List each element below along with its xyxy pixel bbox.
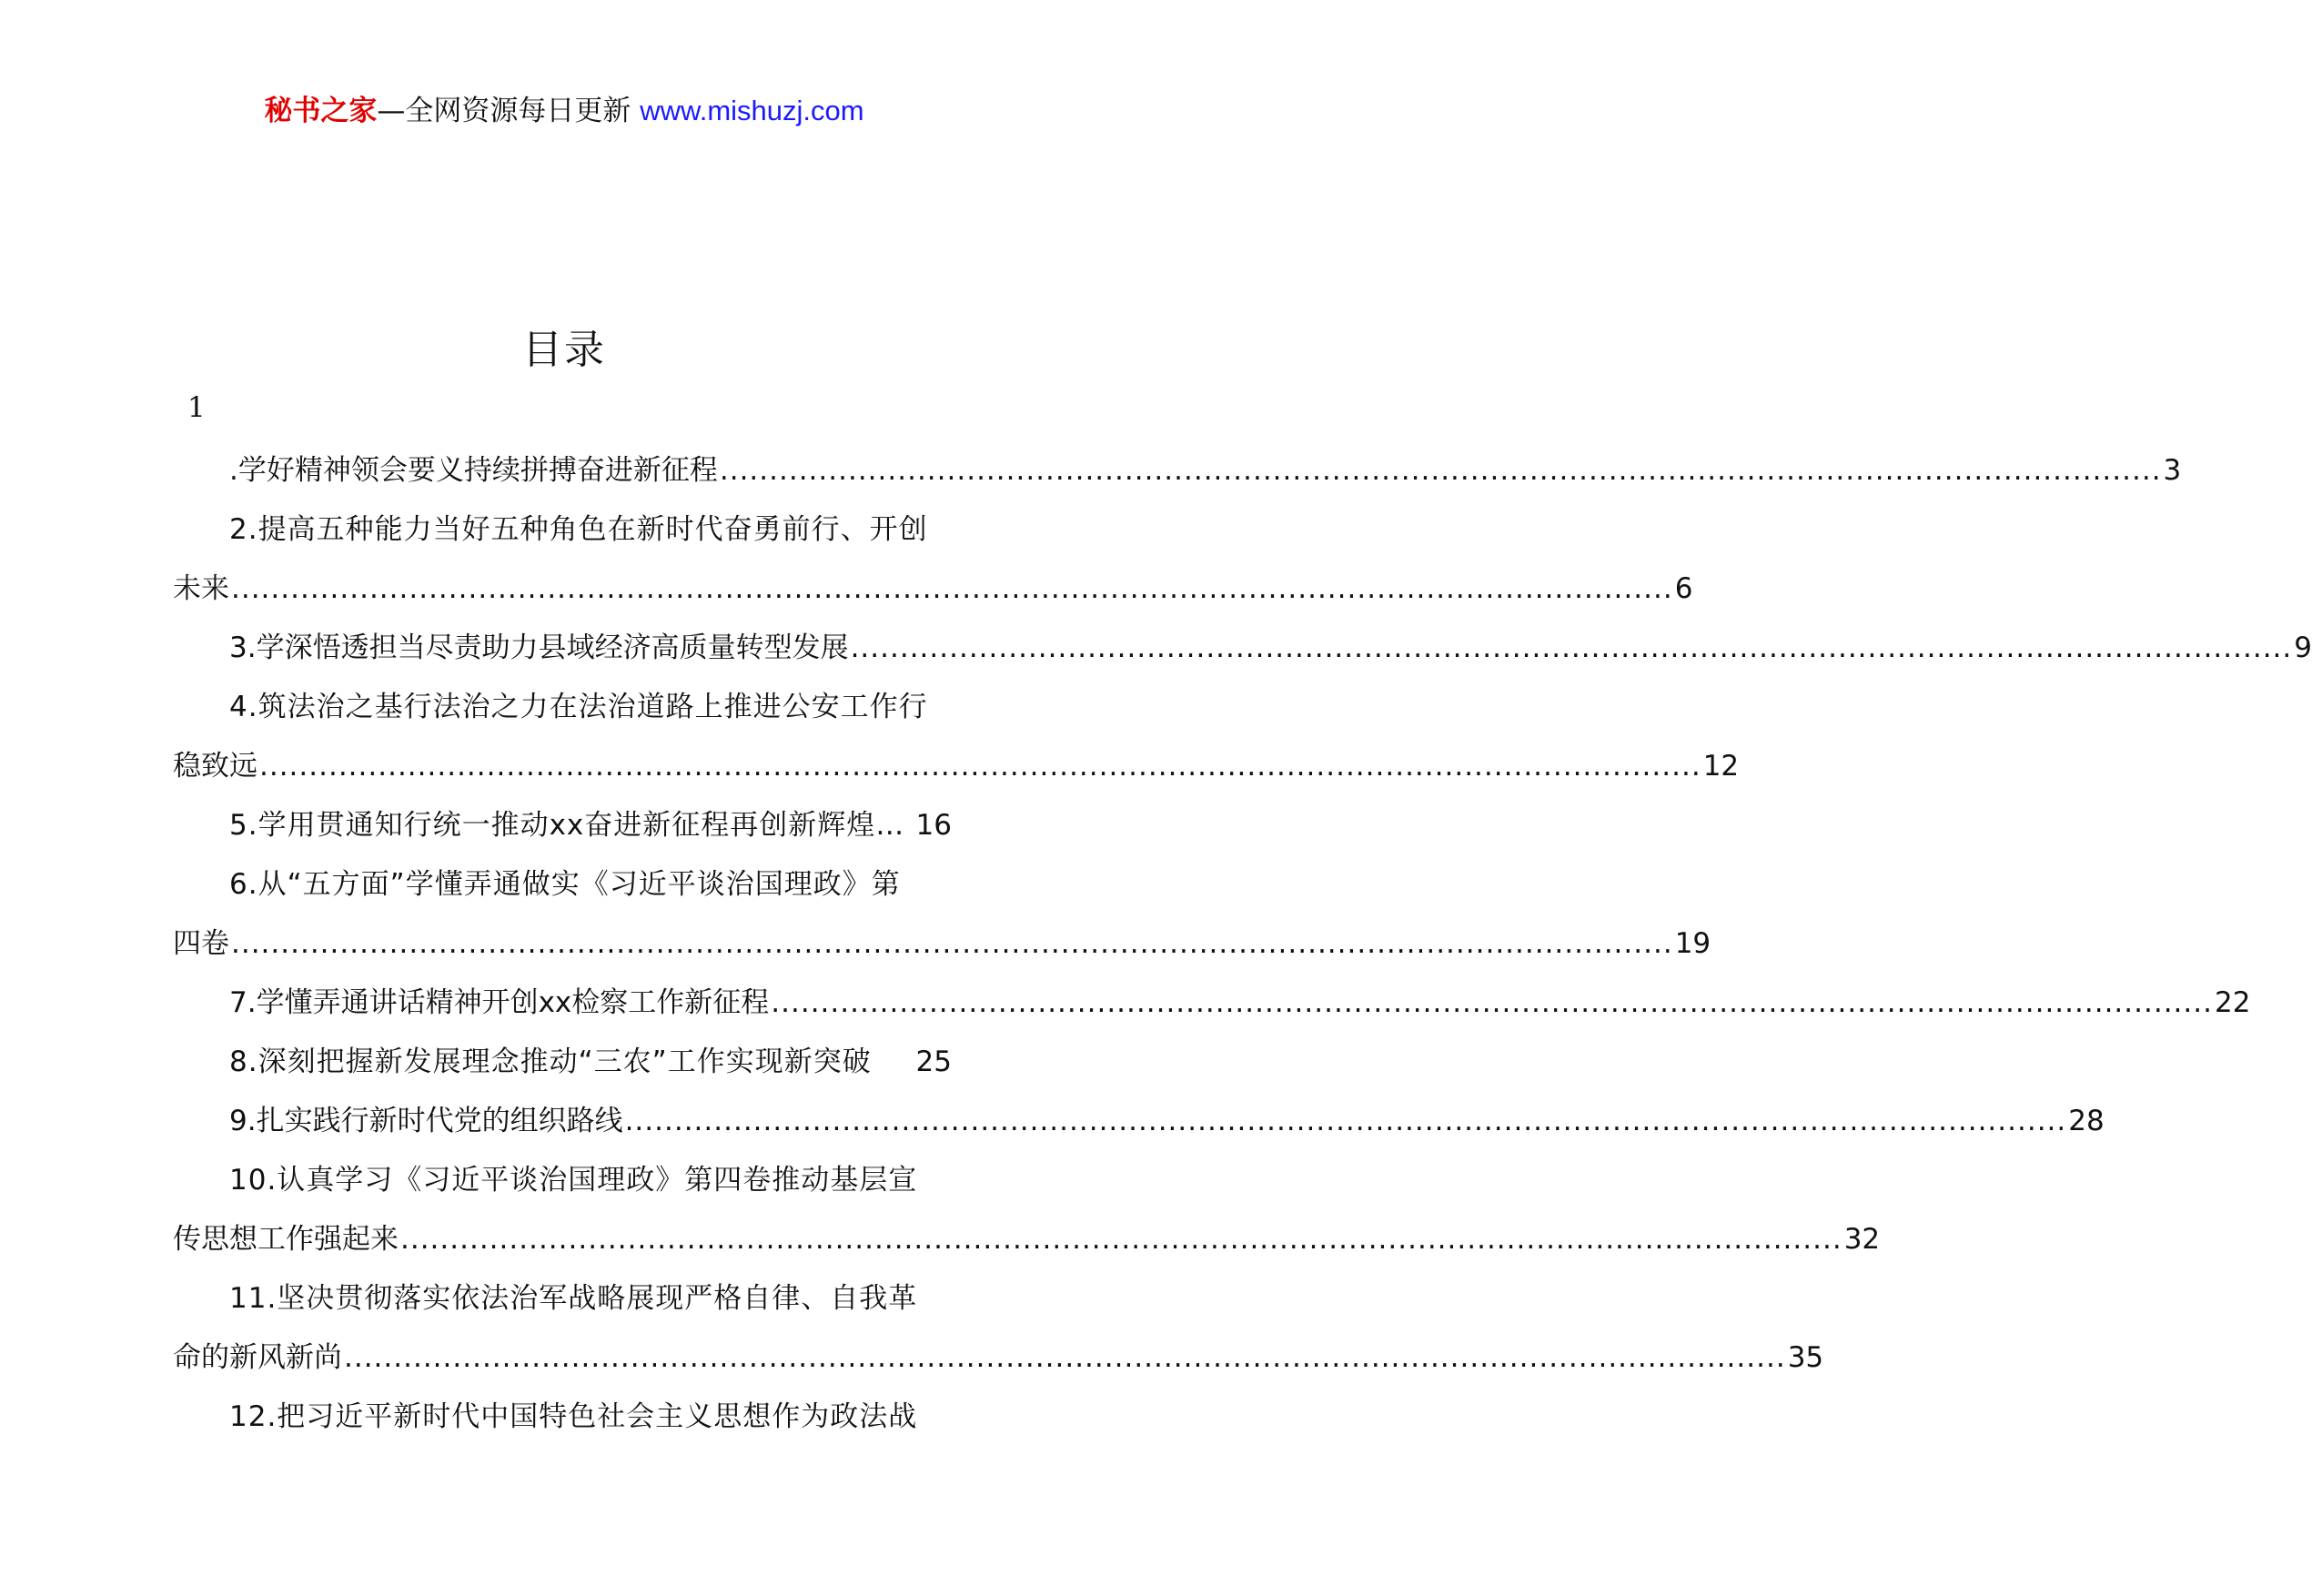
toc-entry-title-continued: 未来 xyxy=(173,572,229,605)
toc-entry-1[interactable] xyxy=(173,441,2182,500)
toc-entry-10[interactable] xyxy=(173,1151,952,1210)
toc-entry-3[interactable] xyxy=(173,619,2312,678)
toc-entry-2[interactable] xyxy=(173,500,952,560)
brand-name: 秘书之家 xyxy=(264,95,378,127)
toc-entry-11-continued[interactable] xyxy=(173,1328,1824,1388)
toc-entry-title: 9.扎实践行新时代党的组织路线 xyxy=(229,1105,623,1137)
toc-leader-dots: .................................................................................................................................................. xyxy=(344,1341,1786,1374)
toc-entry-title: 12.把习近平新时代中国特色社会主义思想作为政法战 xyxy=(229,1400,918,1433)
page-number-marker: 1 xyxy=(187,391,206,424)
toc-entry-title: 7.学懂弄通讲话精神开创xx检察工作新征程 xyxy=(229,986,770,1019)
toc-entry-page: 9 xyxy=(2294,631,2312,664)
toc-entry-11[interactable] xyxy=(173,1269,952,1328)
toc-entry-title-continued: 传思想工作强起来 xyxy=(173,1223,399,1256)
toc-entry-page: 32 xyxy=(1843,1223,1881,1256)
toc-entry-page: 22 xyxy=(2214,986,2251,1019)
table-of-contents xyxy=(173,441,2312,1447)
toc-entry-4-continued[interactable] xyxy=(173,737,1740,796)
toc-entry-page: 3 xyxy=(2163,454,2182,487)
page-title: 目录 xyxy=(522,327,606,373)
toc-entry-page: 16 xyxy=(915,809,952,842)
toc-entry-page: 35 xyxy=(1787,1341,1824,1374)
toc-entry-title: .学好精神领会要义持续拼搏奋进新征程 xyxy=(229,454,718,487)
toc-entry-title: 8.深刻把握新发展理念推动“三农”工作实现新突破 xyxy=(229,1045,872,1078)
site-header xyxy=(0,91,1128,131)
toc-entry-page: 12 xyxy=(1702,750,1740,783)
toc-entry-title: 11.坚决贯彻落实依法治军战略展现严格自律、自我革 xyxy=(229,1282,918,1315)
toc-entry-title-continued: 稳致远 xyxy=(173,750,257,783)
toc-entry-2-continued[interactable] xyxy=(173,560,1693,619)
toc-leader-dots: .................................................................................................................................................. xyxy=(259,750,1701,783)
toc-entry-8[interactable] xyxy=(173,1033,952,1092)
toc-entry-page: 6 xyxy=(1674,572,1693,605)
toc-entry-page: 28 xyxy=(2068,1105,2105,1137)
toc-leader-dots: .................................................................................................................................................. xyxy=(719,454,2162,487)
toc-entry-title: 2.提高五种能力当好五种角色在新时代奋勇前行、开创 xyxy=(229,513,928,546)
toc-entry-page: 25 xyxy=(915,1045,952,1078)
toc-entry-9[interactable] xyxy=(173,1092,2105,1151)
toc-entry-title-continued: 命的新风新尚 xyxy=(173,1341,342,1374)
toc-entry-title: 6.从“五方面”学懂弄通做实《习近平谈治国理政》第 xyxy=(229,868,901,901)
toc-entry-title-continued: 四卷 xyxy=(173,927,229,960)
toc-entry-4[interactable] xyxy=(173,678,952,737)
toc-entry-title: 3.学深悟透担当尽责助力县域经济高质量转型发展 xyxy=(229,631,849,664)
toc-leader-dots: .................................................................................................................................................. xyxy=(400,1223,1843,1256)
toc-entry-title: 10.认真学习《习近平谈治国理政》第四卷推动基层宣 xyxy=(229,1164,918,1197)
toc-leader-dots: .................................................................................................................................................. xyxy=(231,927,1673,960)
header-tagline: —全网资源每日更新 xyxy=(377,95,631,127)
toc-entry-title: 4.筑法治之基行法治之力在法治道路上推进公安工作行 xyxy=(229,691,928,723)
toc-entry-7[interactable] xyxy=(173,974,2251,1033)
toc-leader-dots: .................................................................................................................................................. xyxy=(771,986,2213,1019)
site-url-link[interactable]: www.mishuzj.com xyxy=(640,95,864,126)
toc-entry-6-continued[interactable] xyxy=(173,914,1711,974)
toc-entry-title: 5.学用贯通知行统一推动xx奋进新征程再创新辉煌… xyxy=(229,809,905,842)
toc-entry-10-continued[interactable] xyxy=(173,1210,1881,1269)
toc-leader-dots: .................................................................................................................................................. xyxy=(231,572,1673,605)
toc-leader-dots: .................................................................................................................................................. xyxy=(850,631,2293,664)
toc-entry-6[interactable] xyxy=(173,855,952,914)
toc-entry-page: 19 xyxy=(1674,927,1711,960)
toc-leader-dots: .................................................................................................................................................. xyxy=(624,1105,2067,1137)
toc-entry-5[interactable] xyxy=(173,796,952,855)
toc-entry-12[interactable] xyxy=(173,1388,952,1447)
